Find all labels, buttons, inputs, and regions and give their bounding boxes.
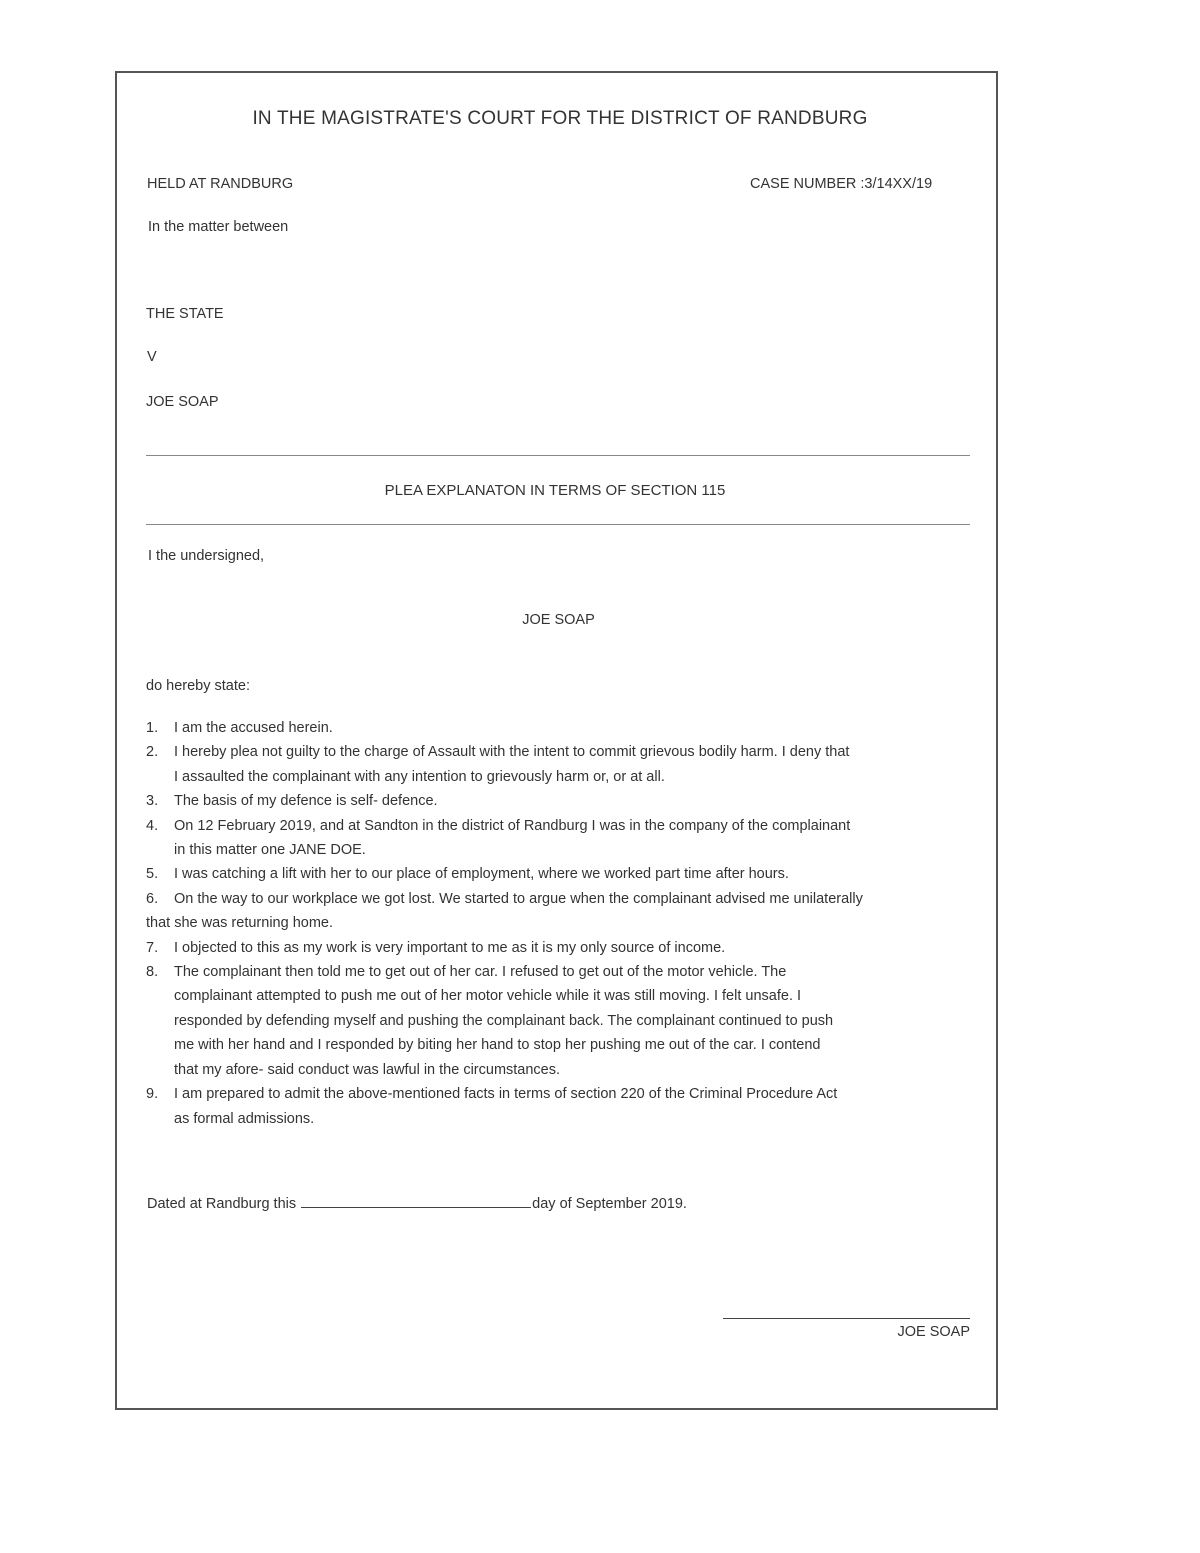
statement-line: me with her hand and I responded by biting her hand to stop her pushing me out of the car. I contend xyxy=(174,1037,821,1054)
statement-hanging-line: that she was returning home. xyxy=(146,915,333,932)
statement-line: complainant attempted to push me out of her motor vehicle while it was still moving. I felt unsafe. I xyxy=(174,988,802,1005)
signature-line[interactable] xyxy=(723,1318,970,1319)
heading-divider-bottom xyxy=(146,524,970,525)
deponent-name: JOE SOAP xyxy=(522,612,595,628)
statement-item-4 xyxy=(146,814,996,863)
statement-number: 9. xyxy=(146,1086,159,1103)
statement-item-9 xyxy=(146,1082,996,1131)
undersigned-label: I the undersigned, xyxy=(148,548,265,564)
heading-divider-top xyxy=(146,455,970,456)
statement-item-8 xyxy=(146,960,996,1082)
statement-line: I was catching a lift with her to our place of employment, where we worked part time after hours. xyxy=(174,866,789,883)
statement-line: I am the accused herein. xyxy=(174,720,333,736)
signatory-name: JOE SOAP xyxy=(897,1324,970,1340)
statement-number: 6. xyxy=(146,890,159,907)
section-heading: PLEA EXPLANATON IN TERMS OF SECTION 115 xyxy=(384,482,726,499)
statement-line: in this matter one JANE DOE. xyxy=(174,842,366,859)
dated-prefix: Dated at Randburg this xyxy=(147,1196,297,1212)
statement-number: 3. xyxy=(146,793,159,810)
statement-line: I am prepared to admit the above-mentioned facts in terms of section 220 of the Criminal Procedure Act xyxy=(174,1086,838,1103)
statement-item-1 xyxy=(146,716,996,740)
statement-number: 2. xyxy=(146,744,159,761)
statement-line: responded by defending myself and pushing the complainant back. The complainant continued to push xyxy=(174,1012,834,1029)
versus-label: V xyxy=(147,349,157,365)
court-title: IN THE MAGISTRATE'S COURT FOR THE DISTRICT OF RANDBURG xyxy=(252,108,868,129)
statement-number: 5. xyxy=(146,866,159,883)
statement-line: The complainant then told me to get out of her car. I refused to get out of the motor vehicle. The xyxy=(174,964,787,981)
date-blank-field[interactable] xyxy=(301,1193,531,1208)
held-at-label: HELD AT RANDBURG xyxy=(147,176,294,192)
party-accused: JOE SOAP xyxy=(146,394,219,410)
statement-item-2 xyxy=(146,740,996,789)
statement-item-3 xyxy=(146,789,996,813)
statement-number: 4. xyxy=(146,817,159,834)
statement-number: 8. xyxy=(146,964,159,981)
statement-line: I objected to this as my work is very important to me as it is my only source of income. xyxy=(174,939,726,956)
statement-line: as formal admissions. xyxy=(174,1110,315,1127)
statement-item-6 xyxy=(146,887,996,936)
dated-suffix: day of September 2019. xyxy=(532,1196,687,1212)
statement-item-7 xyxy=(146,936,996,960)
statement-line: that my afore- said conduct was lawful in the circumstances. xyxy=(174,1061,561,1078)
state-intro: do hereby state: xyxy=(146,678,250,694)
statement-line: On 12 February 2019, and at Sandton in the district of Randburg I was in the company of the complainant xyxy=(174,817,851,834)
party-state: THE STATE xyxy=(146,306,224,322)
matter-between-label: In the matter between xyxy=(148,219,289,235)
statement-line: I assaulted the complainant with any intention to grievously harm or, or at all. xyxy=(174,768,665,785)
statement-line: I hereby plea not guilty to the charge of Assault with the intent to commit grievous bodily harm. I deny that xyxy=(174,744,850,761)
dated-line xyxy=(147,1193,687,1212)
statement-item-5 xyxy=(146,862,996,886)
case-number: CASE NUMBER :3/14XX/19 xyxy=(750,176,933,192)
statement-number: 7. xyxy=(146,939,159,956)
statement-line: The basis of my defence is self- defence. xyxy=(174,793,438,810)
statement-list xyxy=(146,716,996,1131)
statement-line: On the way to our workplace we got lost. We started to argue when the complainant advised me unilaterally xyxy=(174,890,863,907)
statement-number: 1. xyxy=(146,720,159,736)
